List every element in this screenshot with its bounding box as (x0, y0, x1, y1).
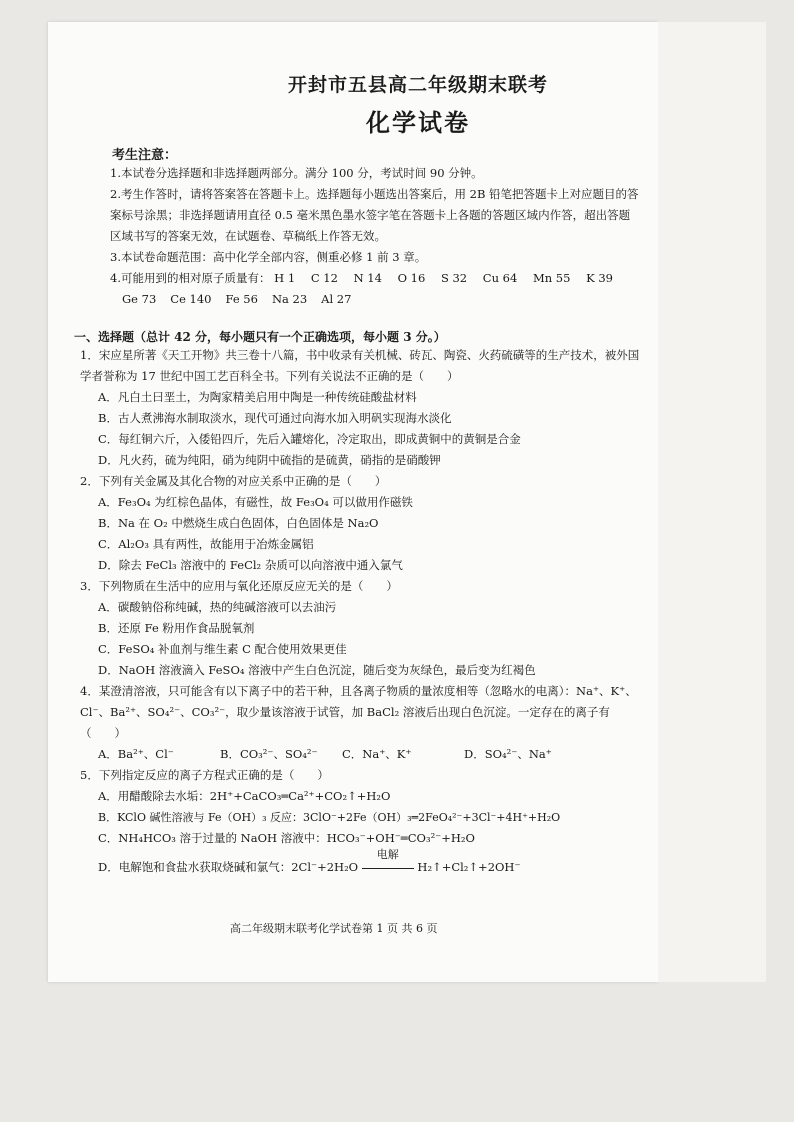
question-stem: 2．下列有关金属及其化合物的对应关系中正确的是（ ） (80, 474, 387, 488)
option-d-left: D．电解饱和食盐水获取烧碱和氯气：2Cl⁻+2H₂O (98, 860, 359, 874)
option-c: C．FeSO₄ 补血剂与维生素 C 配合使用效果更佳 (98, 642, 347, 656)
question-1 (80, 345, 646, 471)
atom-mass: N 14 (353, 271, 382, 285)
notice-item-2: 2.考生作答时，请将答案答在答题卡上。选择题每小题选出答案后，用 2B 铅笔把答题卡上对应题目的答案标号涂黑；非选择题请用直径 0.5 毫米黑色墨水签字笔在答题卡上各题的答题区域内作答，超出答题区域书写的答案无效，在试题卷、草稿纸上作答无效。 (110, 187, 639, 243)
notice-item-3: 3.本试卷命题范围：高中化学全部内容，侧重必修 1 前 3 章。 (110, 250, 427, 264)
question-2 (80, 471, 646, 576)
electrolysis-arrow (362, 848, 414, 878)
page-edge (658, 22, 766, 982)
option-b: B．古人煮沸海水制取淡水，现代可通过向海水加入明矾实现海水淡化 (98, 411, 452, 425)
option-b: B．KClO 碱性溶液与 Fe（OH）₃ 反应：3ClO⁻+2Fe（OH）₃═2FeO₄²⁻+3Cl⁻+4H⁺+H₂O (98, 811, 561, 824)
question-stem: 1．宋应星所著《天工开物》共三卷十八篇，书中收录有关机械、砖瓦、陶瓷、火药硫磺等的生产技术，被外国学者誉称为 17 世纪中国工艺百科全书。下列有关说法不正确的是（ ） (80, 348, 640, 383)
question-3 (80, 576, 646, 681)
atom-mass: K 39 (586, 271, 613, 285)
notice-block (110, 163, 640, 310)
option-d: D．凡火药，硫为纯阳，硝为纯阴中硫指的是硫黄，硝指的是硝酸钾 (98, 453, 441, 467)
option-d (80, 848, 646, 878)
option-a: A．Ba²⁺、Cl⁻ (98, 747, 174, 761)
notice-heading: 考生注意： (112, 148, 178, 163)
option-a: A．Fe₃O₄ 为红棕色晶体，有磁性，故 Fe₃O₄ 可以做用作磁铁 (98, 495, 413, 509)
option-b: B．CO₃²⁻、SO₄²⁻ (220, 747, 318, 761)
exam-subtitle: 化学试卷 (366, 108, 470, 137)
question-stem: 5．下列指定反应的离子方程式正确的是（ ） (80, 768, 329, 782)
question-stem: 4．某澄清溶液，只可能含有以下离子中的若干种，且各离子物质的量浓度相等（忽略水的电离）：Na⁺、K⁺、Cl⁻、Ba²⁺、SO₄²⁻、CO₃²⁻，取少量该溶液于试管，加 BaCl₂ 溶液后出现白色沉淀。一定存在的离子有（ ） (80, 684, 637, 740)
page-footer: 高二年级期末联考化学试卷第 1 页 共 6 页 (230, 922, 438, 935)
notice-item-1: 1.本试卷分选择题和非选择题两部分。满分 100 分，考试时间 90 分钟。 (110, 166, 483, 180)
option-b: B．还原 Fe 粉用作食品脱氧剂 (98, 621, 255, 635)
atom-mass: S 32 (440, 271, 468, 285)
option-d: D．NaOH 溶液滴入 FeSO₄ 溶液中产生白色沉淀，随后变为灰绿色，最后变为红褐色 (98, 663, 536, 677)
option-a: A．碳酸钠俗称纯碱，热的纯碱溶液可以去油污 (98, 600, 337, 614)
option-c: C．每红铜六斤，入倭铅四斤，先后入罐熔化，冷定取出，即成黄铜中的黄铜是合金 (98, 432, 521, 446)
question-4 (80, 681, 646, 765)
option-d: D．SO₄²⁻、Na⁺ (464, 747, 552, 761)
options-row (80, 744, 646, 765)
atom-mass: Na 23 (271, 292, 308, 306)
atom-mass: Cu 64 (482, 271, 518, 285)
atom-mass: Ge 73 (122, 292, 157, 306)
atom-mass: O 16 (397, 271, 426, 285)
exam-content (74, 70, 658, 878)
option-c: C．Na⁺、K⁺ (342, 747, 412, 761)
option-b: B．Na 在 O₂ 中燃烧生成白色固体，白色固体是 Na₂O (98, 516, 379, 530)
atom-mass: Mn 55 (532, 271, 571, 285)
exam-title: 开封市五县高二年级期末联考 (287, 74, 548, 96)
option-a: A．凡白土曰垩土，为陶家精美启用中陶是一种传统硅酸盐材料 (98, 390, 417, 404)
option-d: D．除去 FeCl₃ 溶液中的 FeCl₂ 杂质可以向溶液中通入氯气 (98, 558, 403, 572)
electrolysis-condition: 电解 (376, 848, 399, 861)
question-stem: 3．下列物质在生活中的应用与氧化还原反应无关的是（ ） (80, 579, 398, 593)
atoms-line-2 (110, 289, 640, 310)
atom-mass: C 12 (310, 271, 338, 285)
notice-item-4 (110, 268, 640, 310)
reaction-line (362, 868, 414, 869)
atoms-label: 4.可能用到的相对原子质量有： (110, 271, 271, 285)
question-5 (80, 765, 646, 878)
option-c: C．NH₄HCO₃ 溶于过量的 NaOH 溶液中：HCO₃⁻+OH⁻═CO₃²⁻+H₂O (98, 831, 475, 845)
atom-mass: H 1 (274, 271, 296, 285)
option-a: A．用醋酸除去水垢：2H⁺+CaCO₃═Ca²⁺+CO₂↑+H₂O (98, 789, 391, 803)
section-heading: 一、选择题（总计 42 分，每小题只有一个正确选项，每小题 3 分。） (74, 330, 446, 344)
atom-mass: Fe 56 (225, 292, 258, 306)
option-c: C．Al₂O₃ 具有两性，故能用于冶炼金属铝 (98, 537, 314, 551)
atom-mass: Al 27 (321, 292, 352, 306)
atom-mass: Ce 140 (170, 292, 212, 306)
option-d-right: H₂↑+Cl₂↑+2OH⁻ (417, 860, 521, 874)
